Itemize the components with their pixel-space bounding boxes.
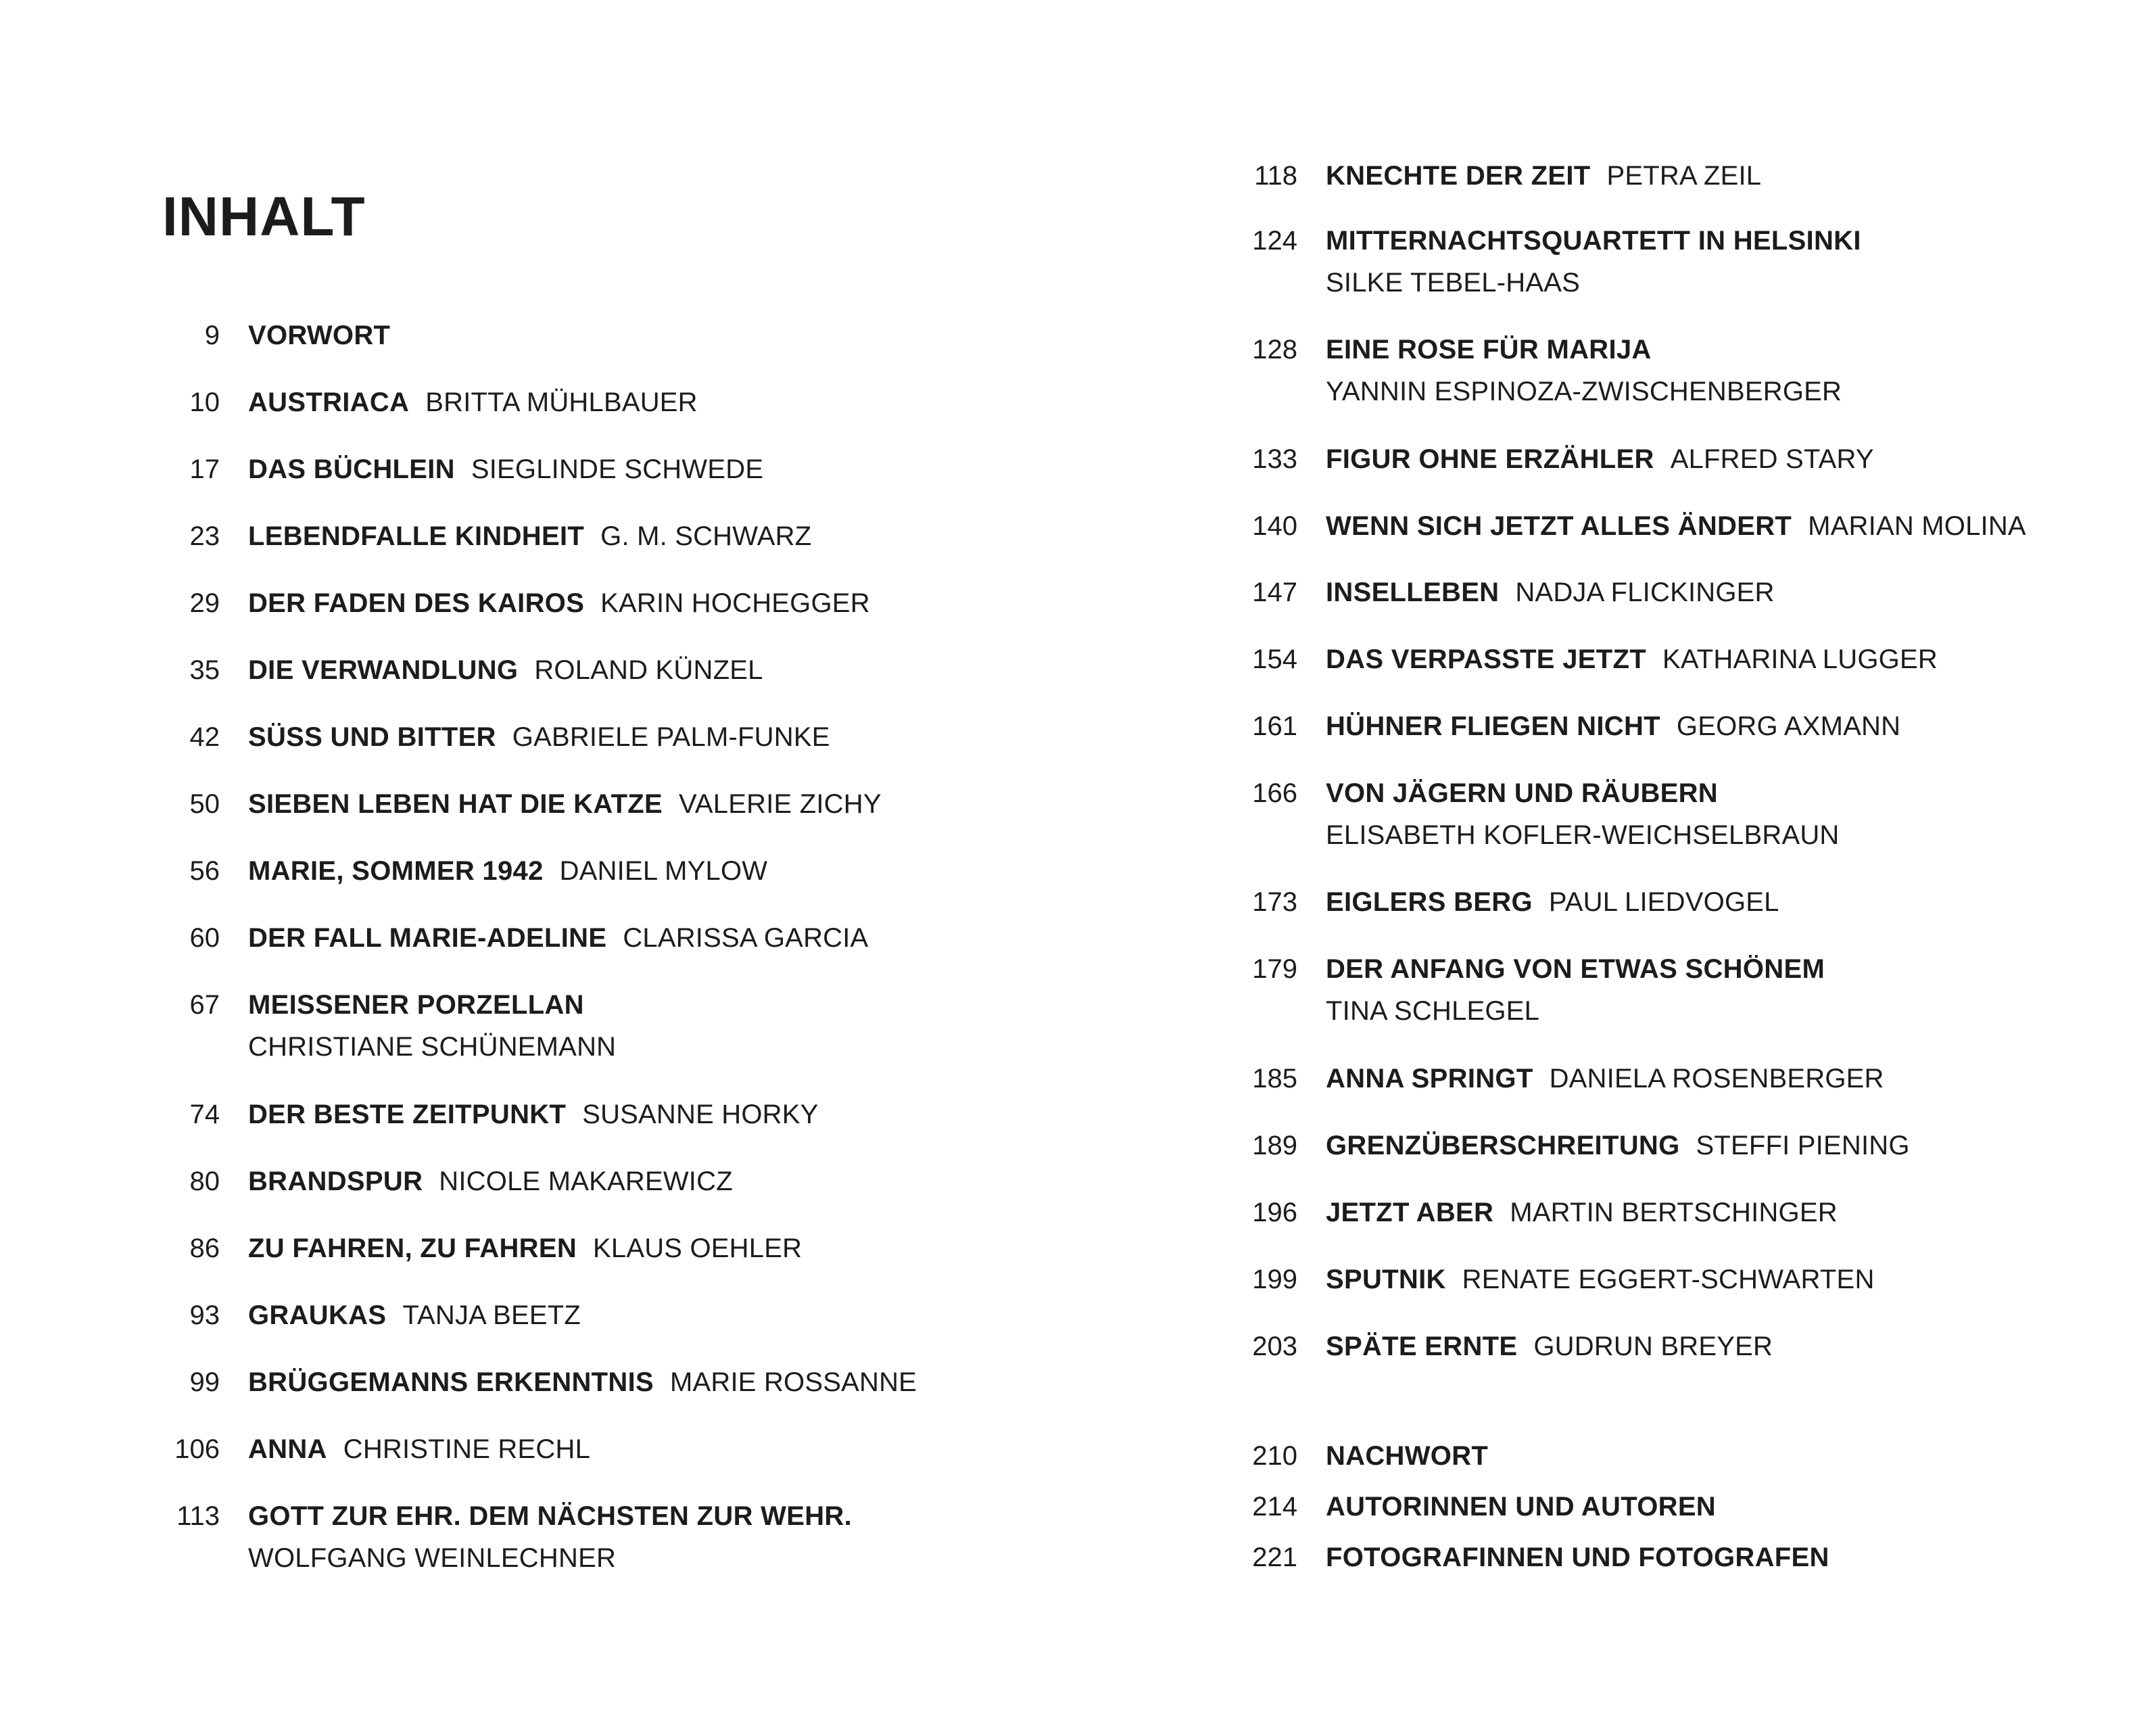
entry-author: CLARISSA GARCIA — [623, 923, 869, 953]
entry-title: WENN SICH JETZT ALLES ÄNDERT — [1326, 511, 1792, 541]
entry-author: BRITTA MÜHLBAUER — [425, 387, 698, 417]
page-number: 133 — [1252, 444, 1297, 474]
page-number: 173 — [1252, 887, 1297, 917]
entry-author: GABRIELE PALM-FUNKE — [512, 722, 830, 752]
entry-title: SÜSS UND BITTER — [248, 722, 496, 752]
entry-title: GRENZÜBERSCHREITUNG — [1326, 1131, 1680, 1160]
page-number: 118 — [1254, 161, 1297, 191]
entry-title: VORWORT — [248, 321, 391, 350]
entry-title: DER BESTE ZEITPUNKT — [248, 1100, 567, 1129]
entry-author: ALFRED STARY — [1670, 444, 1874, 474]
page-number: 56 — [189, 856, 220, 886]
page-number: 35 — [189, 655, 220, 685]
entry-author: YANNIN ESPINOZA-ZWISCHENBERGER — [1326, 377, 1842, 406]
page-number: 221 — [1252, 1543, 1297, 1572]
page-number: 166 — [1252, 778, 1297, 808]
entry-author: ELISABETH KOFLER-WEICHSELBRAUN — [1326, 820, 1840, 850]
page-number: 50 — [189, 789, 220, 819]
entry-author: ROLAND KÜNZEL — [534, 655, 763, 685]
entry-title: SPÄTE ERNTE — [1326, 1332, 1518, 1361]
page-number: 124 — [1252, 226, 1297, 256]
page-number: 189 — [1252, 1131, 1297, 1160]
page-number: 93 — [189, 1300, 220, 1330]
page-number: 185 — [1252, 1064, 1297, 1093]
page-number: 67 — [189, 990, 220, 1020]
page-title: INHALT — [162, 185, 366, 248]
entry-title: DER FADEN DES KAIROS — [248, 588, 585, 618]
page-number: 154 — [1252, 644, 1297, 674]
entry-author: KATHARINA LUGGER — [1662, 644, 1938, 674]
entry-title: INSELLEBEN — [1326, 578, 1500, 607]
entry-author: GEORG AXMANN — [1676, 711, 1901, 741]
entry-author: MARIE ROSSANNE — [669, 1367, 917, 1397]
entry-title: ZU FAHREN, ZU FAHREN — [248, 1233, 577, 1263]
entry-title: DER ANFANG VON ETWAS SCHÖNEM — [1326, 954, 1825, 984]
entry-title: NACHWORT — [1326, 1441, 1489, 1471]
entry-author: MARIAN MOLINA — [1808, 511, 2026, 541]
entry-title: DAS VERPASSTE JETZT — [1326, 644, 1646, 674]
entry-author: KLAUS OEHLER — [593, 1233, 802, 1263]
page-number: 29 — [189, 588, 220, 618]
entry-author: PAUL LIEDVOGEL — [1548, 887, 1779, 917]
entry-author: RENATE EGGERT-SCHWARTEN — [1462, 1265, 1875, 1294]
entry-author: NICOLE MAKAREWICZ — [439, 1167, 733, 1196]
entry-title: MITTERNACHTSQUARTETT IN HELSINKI — [1326, 226, 1861, 256]
entry-title: SIEBEN LEBEN HAT DIE KATZE — [248, 789, 663, 819]
entry-title: MEISSENER PORZELLAN — [248, 990, 584, 1020]
page-number: 23 — [189, 521, 220, 551]
page-number: 9 — [204, 321, 220, 350]
entry-title: DAS BÜCHLEIN — [248, 454, 455, 484]
page-number: 203 — [1252, 1332, 1297, 1361]
entry-author: KARIN HOCHEGGER — [600, 588, 870, 618]
page-number: 140 — [1252, 511, 1297, 541]
toc-right-column — [1078, 0, 2156, 1717]
entry-title: AUSTRIACA — [248, 387, 410, 417]
entry-title: HÜHNER FLIEGEN NICHT — [1326, 711, 1660, 741]
entry-title: FIGUR OHNE ERZÄHLER — [1326, 444, 1654, 474]
page-number: 74 — [189, 1100, 220, 1129]
page-number: 199 — [1252, 1265, 1297, 1294]
entry-title: KNECHTE DER ZEIT — [1326, 161, 1591, 191]
entry-title: BRÜGGEMANNS ERKENNTNIS — [248, 1367, 654, 1397]
page-number: 214 — [1252, 1492, 1297, 1522]
entry-title: FOTOGRAFINNEN UND FOTOGRAFEN — [1326, 1543, 1829, 1572]
entry-author: TANJA BEETZ — [402, 1300, 581, 1330]
entry-title: MARIE, SOMMER 1942 — [248, 856, 544, 886]
page-number: 10 — [189, 387, 220, 417]
entry-title: LEBENDFALLE KINDHEIT — [248, 521, 585, 551]
entry-title: JETZT ABER — [1326, 1198, 1494, 1227]
page-number: 99 — [189, 1367, 220, 1397]
entry-author: G. M. SCHWARZ — [600, 521, 812, 551]
entry-author: SUSANNE HORKY — [582, 1100, 819, 1129]
page-number: 86 — [189, 1233, 220, 1263]
entry-title: DER FALL MARIE-ADELINE — [248, 923, 607, 953]
entry-title: DIE VERWANDLUNG — [248, 655, 519, 685]
page-number: 147 — [1252, 578, 1297, 607]
page-number: 106 — [174, 1434, 220, 1464]
entry-title: EINE ROSE FÜR MARIJA — [1326, 335, 1652, 364]
entry-title: VON JÄGERN UND RÄUBERN — [1326, 778, 1718, 808]
page-number: 196 — [1252, 1198, 1297, 1227]
page-number: 179 — [1252, 954, 1297, 984]
page-number: 210 — [1252, 1441, 1297, 1471]
entry-author: NADJA FLICKINGER — [1515, 578, 1775, 607]
page-number: 17 — [189, 454, 220, 484]
entry-title: AUTORINNEN UND AUTOREN — [1326, 1492, 1716, 1522]
entry-author: CHRISTIANE SCHÜNEMANN — [248, 1032, 617, 1062]
page-number: 80 — [189, 1167, 220, 1196]
page-number: 128 — [1252, 335, 1297, 364]
page-number: 42 — [189, 722, 220, 752]
entry-author: TINA SCHLEGEL — [1326, 996, 1540, 1026]
entry-author: WOLFGANG WEINLECHNER — [248, 1543, 617, 1573]
entry-author: MARTIN BERTSCHINGER — [1510, 1198, 1838, 1227]
entry-author: VALERIE ZICHY — [679, 789, 882, 819]
page-number: 161 — [1252, 711, 1297, 741]
entry-author: CHRISTINE RECHL — [343, 1434, 591, 1464]
entry-title: GRAUKAS — [248, 1300, 387, 1330]
entry-title: BRANDSPUR — [248, 1167, 423, 1196]
entry-title: ANNA — [248, 1434, 327, 1464]
entry-author: SILKE TEBEL-HAAS — [1326, 268, 1580, 298]
entry-title: GOTT ZUR EHR. DEM NÄCHSTEN ZUR WEHR. — [248, 1501, 852, 1531]
entry-author: STEFFI PIENING — [1696, 1131, 1910, 1160]
entry-title: ANNA SPRINGT — [1326, 1064, 1533, 1093]
page-number: 60 — [189, 923, 220, 953]
entry-title: SPUTNIK — [1326, 1265, 1446, 1294]
entry-title: EIGLERS BERG — [1326, 887, 1533, 917]
entry-author: GUDRUN BREYER — [1533, 1332, 1773, 1361]
entry-author: DANIEL MYLOW — [559, 856, 768, 886]
entry-author: DANIELA ROSENBERGER — [1549, 1064, 1884, 1093]
entry-author: SIEGLINDE SCHWEDE — [471, 454, 764, 484]
page-number: 113 — [176, 1501, 220, 1531]
entry-author: PETRA ZEIL — [1606, 161, 1762, 191]
